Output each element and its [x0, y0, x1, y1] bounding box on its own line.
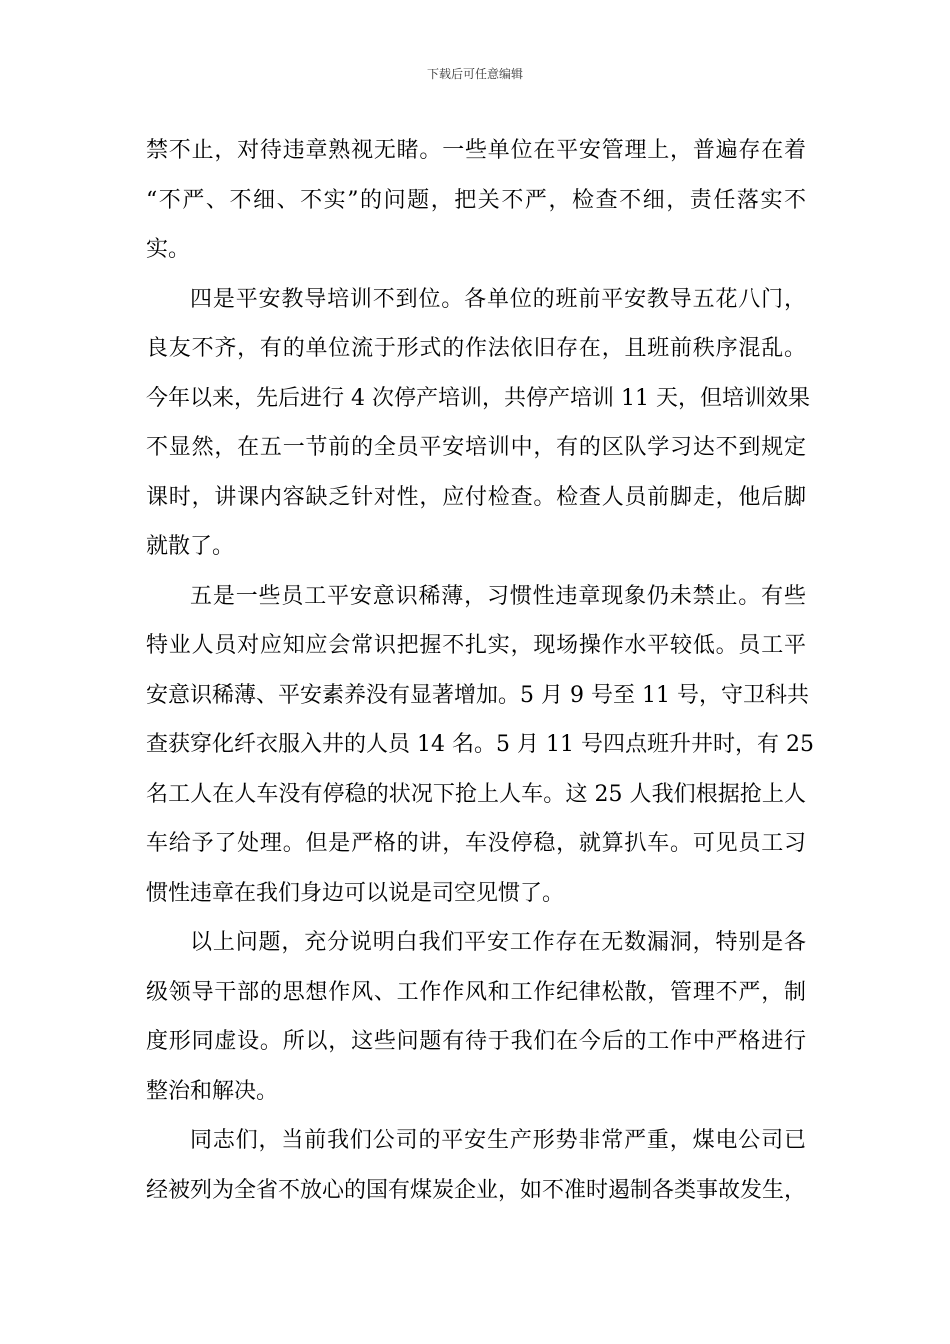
text-line: 实。	[146, 237, 191, 262]
text-line: 整治和解决。	[146, 1078, 279, 1104]
text-line: 级领导干部的思想作风、工作作风和工作纪律松散，管理不严，制	[146, 979, 806, 1005]
text-line: 安意识稀薄、平安素养没有显著增加。5 月 9 号至 11 号，守卫科共	[146, 682, 809, 708]
text-line: 名工人在人车没有停稳的状况下抢上人车。这 25 人我们根据抢上人	[146, 781, 806, 807]
text-line: 特业人员对应知应会常识把握不扎实，现场操作水平较低。员工平	[146, 633, 806, 658]
text-line: 经被列为全省不放心的国有煤炭企业，如不准时遏制各类事故发生，	[146, 1177, 807, 1203]
text-line: 课时，讲课内容缺乏针对性，应付检查。检查人员前脚走，他后脚	[146, 484, 806, 510]
paragraph-start-line: 五是一些员工平安意识稀薄，习惯性违章现象仍未禁止。有些	[190, 583, 806, 609]
text-line: 度形同虚设。所以，这些问题有待于我们在今后的工作中严格进行	[146, 1029, 806, 1054]
paragraph-start-line: 以上问题，充分说明白我们平安工作存在无数漏洞，特别是各	[190, 930, 806, 955]
page-header-note: 下载后可任意编辑	[426, 67, 523, 81]
text-line: 惯性违章在我们身边可以说是司空见惯了。	[146, 880, 565, 906]
text-line: 车给予了处理。但是严格的讲，车没停稳，就算扒车。可见员工习	[146, 831, 806, 856]
text-line: “不严、不细、不实”的问题，把关不严，检查不细，责任落实不	[146, 187, 806, 213]
paragraph-start-line: 同志们，当前我们公司的平安生产形势非常严重，煤电公司已	[190, 1128, 806, 1153]
text-line: 今年以来，先后进行 4 次停产培训，共停产培训 11 天，但培训效果	[146, 385, 810, 411]
text-line: 不显然，在五一节前的全员平安培训中，有的区队学习达不到规定	[146, 435, 806, 460]
document-body	[146, 126, 814, 1215]
text-line: 就散了。	[146, 534, 235, 559]
text-line: 良友不齐，有的单位流于形式的作法依旧存在，且班前秩序混乱。	[146, 336, 806, 361]
text-line: 禁不止，对待违章熟视无睹。一些单位在平安管理上，普遍存在着	[146, 138, 806, 163]
text-line: 查获穿化纤衣服入井的人员 14 名。5 月 11 号四点班升井时，有 25	[146, 732, 814, 757]
paragraph-start-line: 四是平安教导培训不到位。各单位的班前平安教导五花八门，	[190, 286, 806, 312]
